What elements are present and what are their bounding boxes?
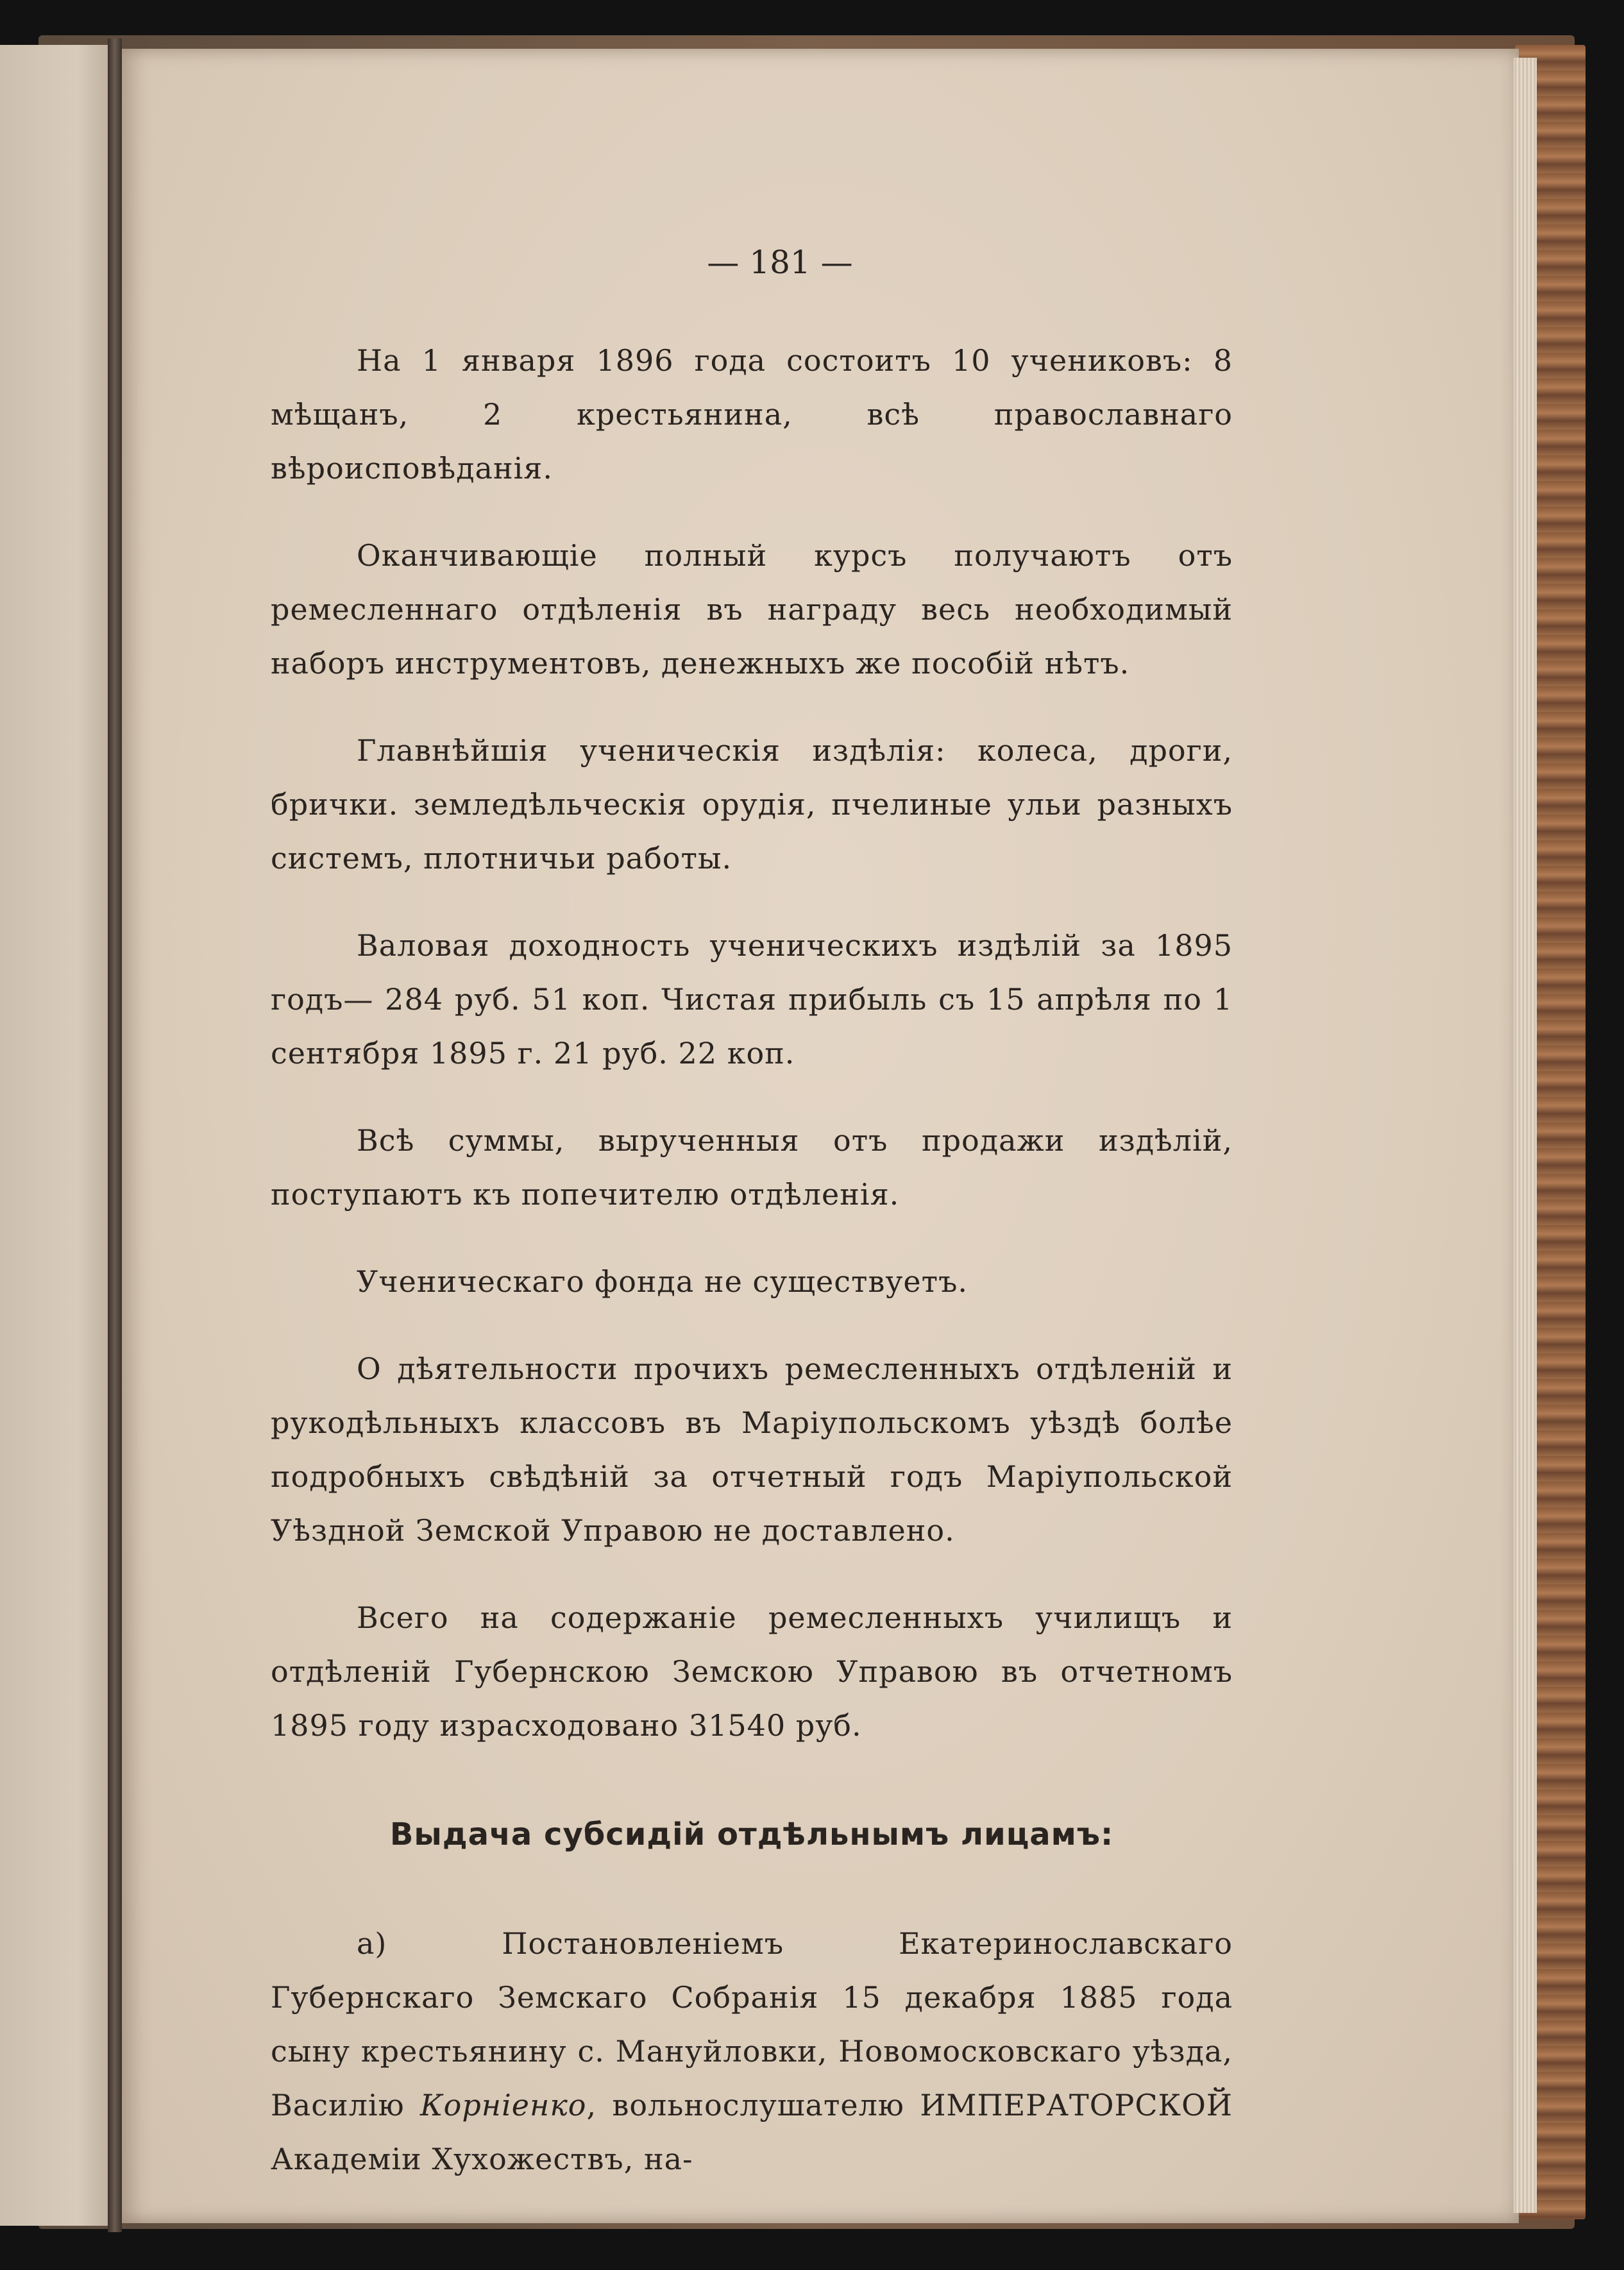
paragraph-2: Оканчивающіе полный курсъ получаютъ отъ ремесленнаго отдѣленія въ награду весь необходимый наборъ инструментовъ, денежныхъ же пособій нѣтъ. [271,538,1233,681]
paragraph-9-start: а) Постановленіемъ Екатеринославскаго Губернскаго Земскаго Собранія 15 декабря 1885 года сыну крестьянину с. Мануйловки, Новомосковскаго уѣзда, Василію [271,1926,1233,2122]
paragraph-9 [271,1917,1233,2186]
paragraph-3: Главнѣйшія ученическія издѣлія: колеса, дроги, брички. земледѣльческія орудія, пчелиные ульи разныхъ системъ, плотничьи работы. [271,733,1233,876]
book-spine [108,38,122,2232]
left-page [0,45,110,2226]
paragraph-8: Всего на содержаніе ремесленныхъ училищъ и отдѣленій Губернскою Земскою Управою въ отчетномъ 1895 году израсходовано 31540 руб. [271,1600,1233,1743]
page-stack-edge [1514,58,1537,2213]
page-number-text: — 181 — [707,244,853,281]
section-heading: Выдача субсидій отдѣльнымъ лицамъ: [389,1817,1114,1852]
page-text [271,334,1233,2219]
paragraph-6: Ученическаго фонда не существуетъ. [357,1264,968,1299]
page-number [0,244,1624,281]
paragraph-1: На 1 января 1896 года состоитъ 10 учениковъ: 8 мѣщанъ, 2 крестьянина, всѣ православнаго вѣроисповѣданія. [271,343,1233,486]
paragraph-4: Валовая доходность ученическихъ издѣлій за 1895 годъ— 284 руб. 51 коп. Чистая прибыль съ 15 апрѣля по 1 сентября 1895 г. 21 руб. 22 коп. [271,928,1233,1071]
surname-italic: Корніенко [420,2088,587,2122]
paragraph-9-end: , вольнослушателю ИМПЕРАТОРСКОЙ Академіи Хухожествъ, на- [271,2088,1233,2176]
paragraph-5: Всѣ суммы, вырученныя отъ продажи издѣлій, поступаютъ къ попечителю отдѣленія. [271,1123,1233,1212]
paragraph-7: О дѣятельности прочихъ ремесленныхъ отдѣленій и рукодѣльныхъ классовъ въ Маріупольскомъ уѣздѣ болѣе подробныхъ свѣдѣній за отчетный годъ Маріупольской Уѣздной Земской Управою не доставлено. [271,1351,1233,1548]
